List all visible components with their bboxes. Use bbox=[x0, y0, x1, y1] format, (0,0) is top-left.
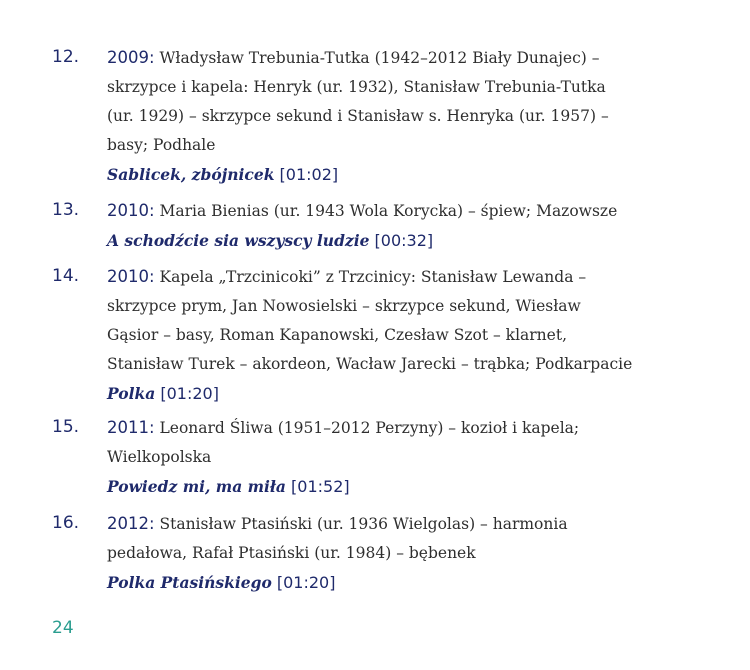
track-duration: [01:20] bbox=[155, 384, 219, 403]
track-number: 15. bbox=[52, 417, 80, 437]
track-year: 2011: bbox=[107, 418, 155, 437]
track-description-line: Gąsior – basy, Roman Kapanowski, Czesław Szot – klarnet, bbox=[107, 326, 567, 344]
track-description-line: skrzypce prym, Jan Nowosielski – skrzypce sekund, Wiesław bbox=[107, 297, 581, 315]
track-body bbox=[107, 43, 627, 190]
track-description-line: Władysław Trebunia-Tutka (1942–2012 Biały Dunajec) – bbox=[154, 49, 600, 67]
track-duration: [00:32] bbox=[369, 231, 434, 250]
track-description-line: pedałowa, Rafał Ptasiński (ur. 1984) – bębenek bbox=[107, 544, 476, 562]
track-description-line: Wielkopolska bbox=[107, 448, 212, 466]
track-year: 2010: bbox=[107, 201, 155, 220]
track-body bbox=[107, 413, 627, 502]
track-title: Sablicek, zbójnicek bbox=[107, 165, 275, 184]
track-number: 13. bbox=[52, 200, 80, 220]
track-title: Powiedz mi, ma miła bbox=[107, 477, 286, 496]
track-title: Polka Ptasińskiego bbox=[107, 573, 272, 592]
track-year: 2010: bbox=[107, 267, 155, 286]
track-number: 14. bbox=[52, 266, 80, 286]
track-duration: [01:52] bbox=[285, 477, 350, 496]
track-title: A schodźcie sia wszyscy ludzie bbox=[107, 231, 370, 250]
track-year: 2009: bbox=[107, 48, 155, 67]
track-description-line: basy; Podhale bbox=[107, 136, 216, 154]
track-description-line: Stanisław Ptasiński (ur. 1936 Wielgolas) – harmonia bbox=[154, 515, 568, 533]
track-duration: [01:20] bbox=[271, 573, 336, 592]
track-body bbox=[107, 509, 627, 598]
track-description-line: Maria Bienias (ur. 1943 Wola Korycka) – śpiew; Mazowsze bbox=[154, 202, 618, 220]
track-number: 12. bbox=[52, 47, 80, 67]
track-description-line: Stanisław Turek – akordeon, Wacław Jarecki – trąbka; Podkarpacie bbox=[107, 355, 633, 373]
track-title: Polka bbox=[107, 384, 156, 403]
track-duration: [01:02] bbox=[274, 165, 339, 184]
track-description-line: skrzypce i kapela: Henryk (ur. 1932), Stanisław Trebunia-Tutka bbox=[107, 78, 606, 96]
track-description-line: (ur. 1929) – skrzypce sekund i Stanisław s. Henryka (ur. 1957) – bbox=[107, 107, 609, 125]
track-body bbox=[107, 262, 633, 409]
page-number: 24 bbox=[52, 618, 74, 638]
track-year: 2012: bbox=[107, 514, 155, 533]
track-body bbox=[107, 196, 627, 256]
track-description-line: Kapela „Trzcinicoki” z Trzcinicy: Stanisław Lewanda – bbox=[154, 268, 587, 286]
track-number: 16. bbox=[52, 513, 80, 533]
track-description-line: Leonard Śliwa (1951–2012 Perzyny) – kozioł i kapela; bbox=[154, 419, 580, 437]
